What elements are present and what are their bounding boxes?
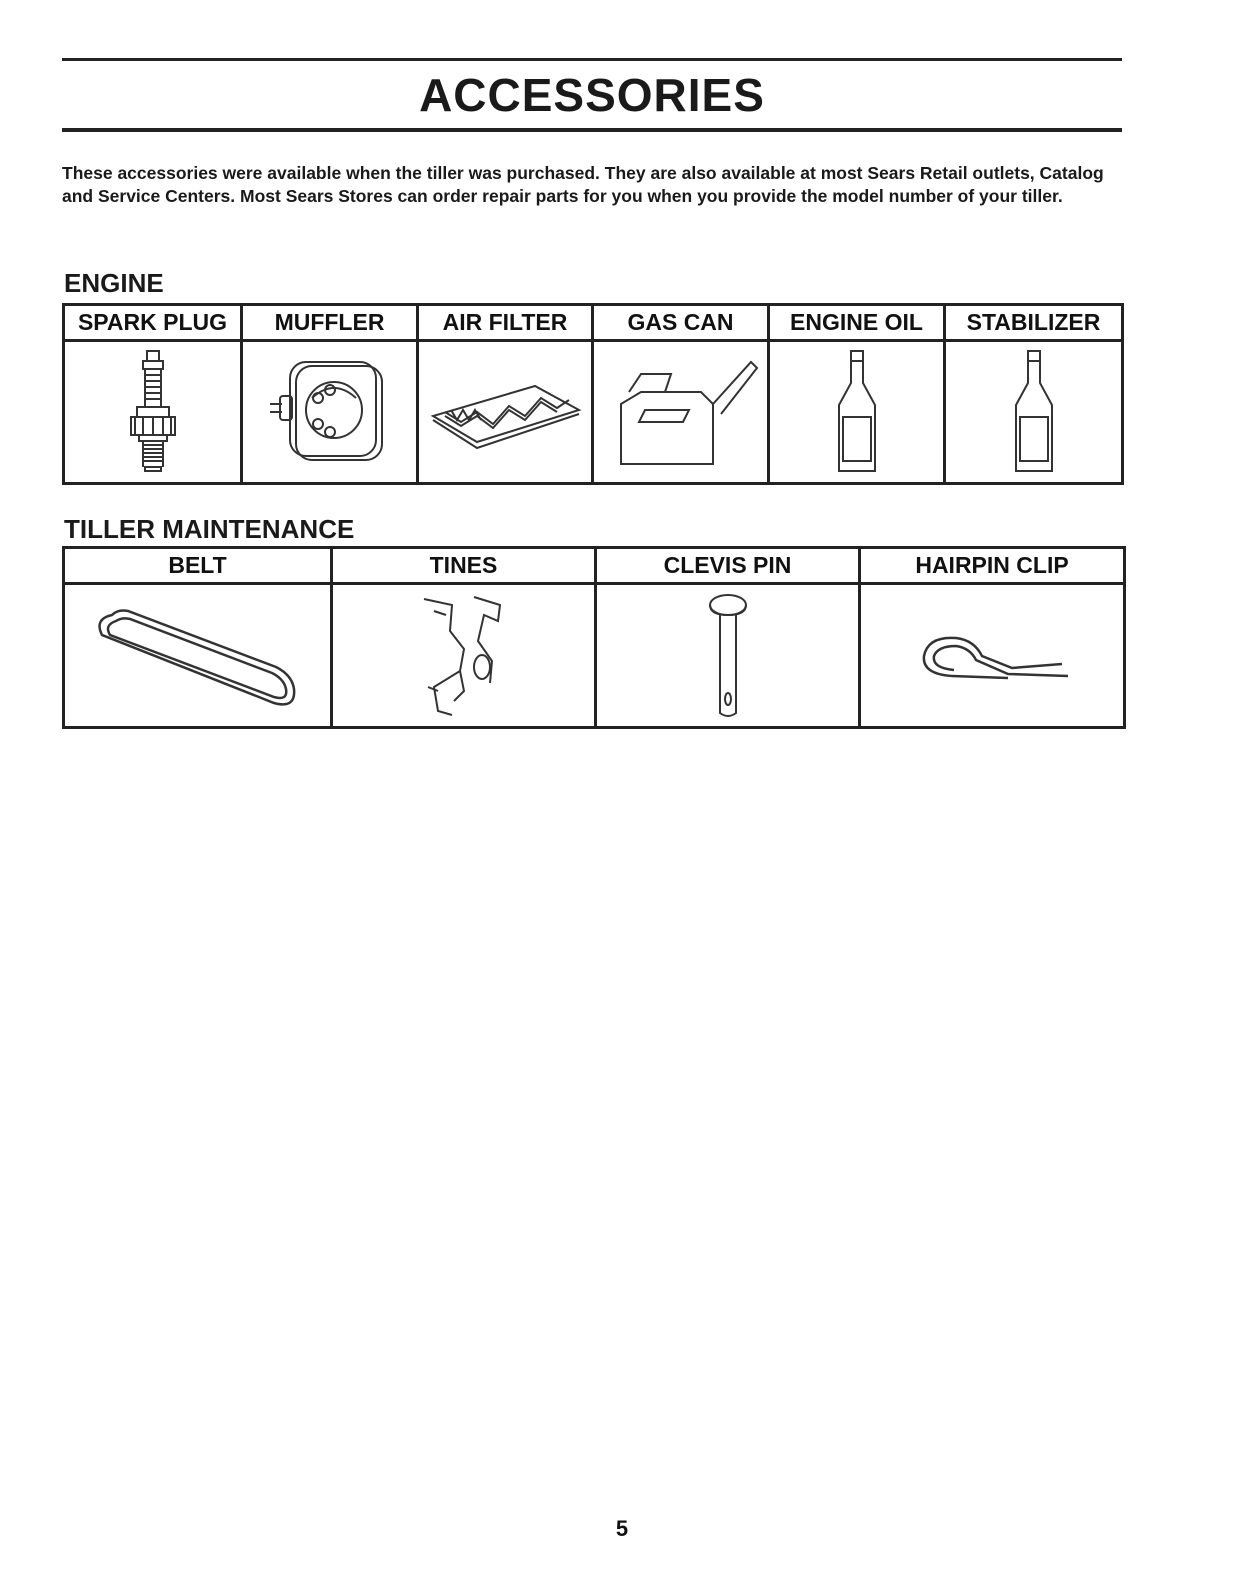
engine-header-gas-can: GAS CAN — [594, 306, 770, 342]
muffler-cell — [243, 342, 419, 482]
page-number: 5 — [615, 1516, 629, 1541]
muffler-icon — [260, 352, 400, 472]
air-filter-cell — [419, 342, 594, 482]
gas-can-cell — [594, 342, 770, 482]
air-filter-icon — [425, 372, 585, 452]
tines-cell — [333, 585, 597, 726]
belt-icon — [88, 601, 308, 711]
tiller-header-clevis-pin: CLEVIS PIN — [597, 549, 861, 585]
engine-header-muffler: MUFFLER — [243, 306, 419, 342]
top-rule — [62, 58, 1122, 61]
engine-header-engine-oil: ENGINE OIL — [770, 306, 946, 342]
engine-header-spark-plug: SPARK PLUG — [65, 306, 243, 342]
stabilizer-cell — [946, 342, 1121, 482]
tiller-accessories-table — [62, 546, 1126, 729]
engine-header-air-filter: AIR FILTER — [419, 306, 594, 342]
engine-accessories-table — [62, 303, 1124, 485]
spark-plug-icon — [113, 347, 193, 477]
page-title: ACCESSORIES — [419, 69, 765, 121]
hairpin-clip-icon — [912, 616, 1072, 696]
clevis-pin-cell — [597, 585, 861, 726]
title-underline — [62, 128, 1122, 132]
engine-heading: ENGINE — [64, 268, 164, 298]
tiller-header-tines: TINES — [333, 549, 597, 585]
tiller-maintenance-heading: TILLER MAINTENANCE — [64, 514, 355, 544]
spark-plug-cell — [65, 342, 243, 482]
hairpin-clip-cell — [861, 585, 1123, 726]
oil-bottle-icon — [827, 347, 887, 477]
stabilizer-bottle-icon — [1004, 347, 1064, 477]
tines-icon — [404, 591, 524, 721]
tiller-header-hairpin-clip: HAIRPIN CLIP — [861, 549, 1123, 585]
gas-can-icon — [601, 352, 761, 472]
engine-header-stabilizer: STABILIZER — [946, 306, 1121, 342]
intro-paragraph: These accessories were available when the tiller was purchased. They are also available at most Sears Retail outlets, Catalog and Service Centers. Most Sears Stores can order repair parts for you when you provide the model number of your tiller. — [62, 163, 1104, 206]
tiller-header-belt: BELT — [65, 549, 333, 585]
belt-cell — [65, 585, 333, 726]
clevis-pin-icon — [698, 591, 758, 721]
engine-oil-cell — [770, 342, 946, 482]
